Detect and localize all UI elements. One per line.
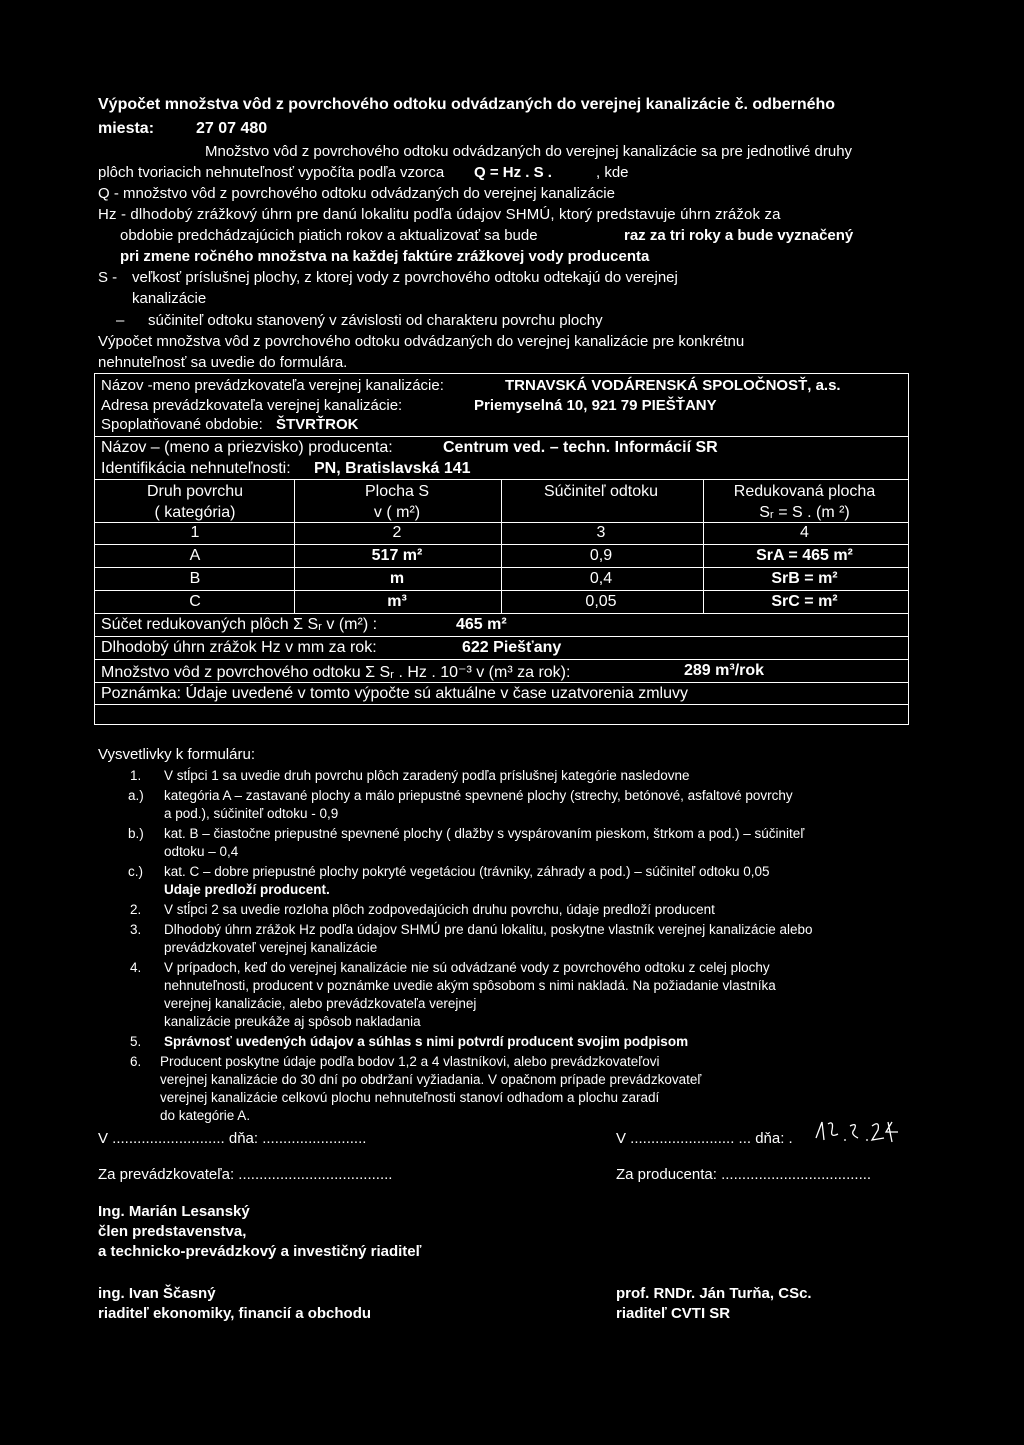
q-definition: Q - množstvo vôd z povrchového odtoku odvádzaných do verejnej kanalizácie — [98, 185, 615, 202]
signatory-name: ing. Ivan Ščasný — [98, 1285, 216, 1302]
address-value: Priemyselná 10, 921 79 PIEŠŤANY — [474, 397, 717, 414]
signatory-title: riaditeľ ekonomiky, financií a obchodu — [98, 1305, 372, 1322]
col-number: 1 — [190, 524, 200, 541]
col-number: 3 — [596, 524, 606, 541]
coef-definition: súčiniteľ odtoku stanovený v závislosti od charakteru povrchu plochy — [148, 312, 603, 329]
col-header-surface: Druh povrchu — [146, 483, 244, 500]
legend-line: prevádzkovateľ verejnej kanalizácie — [164, 940, 378, 955]
right-place-date: V ......................... ... dňa: . — [616, 1130, 793, 1147]
producer-signatory-name: prof. RNDr. Ján Turňa, CSc. — [616, 1285, 812, 1302]
legend-number: b.) — [128, 826, 144, 841]
signatory-title: a technicko-prevádzkový a investičný riaditeľ — [98, 1243, 422, 1260]
producer-value: Centrum ved. – techn. Informácií SR — [443, 439, 718, 456]
s-definition-1: veľkosť príslušnej plochy, z ktorej vody z povrchového odtoku odtekajú do verejnej — [132, 269, 678, 286]
col-header-area-sub: v ( m²) — [373, 504, 421, 521]
document-title: Výpočet množstva vôd z povrchového odtoku odvádzaných do verejnej kanalizácie č. odberného — [98, 96, 836, 113]
row-b-coef: 0,4 — [589, 570, 613, 587]
signatory-title: člen predstavenstva, — [98, 1223, 247, 1240]
row-a-category: A — [189, 547, 201, 564]
handwritten-date-drawing — [810, 1112, 906, 1148]
right-signatory-for: Za producenta: .................................... — [616, 1166, 872, 1183]
col-header-surface-sub: ( kategória) — [154, 504, 236, 521]
row-c-reduced: SrC = m² — [771, 593, 838, 610]
legend-number: 3. — [130, 922, 142, 937]
legend-number: 4. — [130, 960, 142, 975]
collection-point-label: miesta: — [98, 120, 155, 137]
row-b-reduced: SrB = m² — [771, 570, 838, 587]
legend-number: 2. — [130, 902, 142, 917]
producer-label: Názov – (meno a priezvisko) producenta: — [101, 439, 393, 456]
property-label: Identifikácia nehnuteľnosti: — [101, 460, 291, 477]
legend-number: 6. — [130, 1054, 142, 1069]
rain-label: Dlhodobý úhrn zrážok Hz v mm za rok: — [101, 639, 377, 656]
legend-line: do kategórie A. — [160, 1108, 251, 1123]
intro-line-1: Množstvo vôd z povrchového odtoku odvádzaných do verejnej kanalizácie sa pre jednotlivé druhy — [205, 143, 853, 160]
legend-line: a pod.), súčiniteľ odtoku - 0,9 — [164, 806, 339, 821]
collection-point-number: 27 07 480 — [196, 120, 268, 137]
legend-line-bold: Správnosť uvedených údajov a súhlas s nimi potvrdí producent svojim podpisom — [164, 1034, 689, 1049]
hz-definition-1: Hz - dlhodobý zrážkový úhrn pre danú lokalitu podľa údajov SHMÚ, ktorý predstavuje úhrn zrážok za — [98, 206, 781, 223]
row-a-coef: 0,9 — [589, 547, 613, 564]
row-b-area: m — [389, 570, 405, 587]
legend-line: kat. C – dobre priepustné plochy pokryté vegetáciou (trávniky, záhrady a pod.) – súčiniteľ odtoku 0,05 — [164, 864, 770, 879]
paragraph-2-line-2: nehnuteľnosť sa uvedie do formulára. — [98, 354, 348, 371]
col-number: 2 — [392, 524, 402, 541]
legend-title: Vysvetlivky k formuláru: — [98, 746, 255, 763]
hz-definition-2-bold: raz za tri roky a bude vyznačený — [624, 227, 854, 244]
formula-tail: , kde — [596, 164, 629, 181]
signatory-name: Ing. Marián Lesanský — [98, 1203, 250, 1220]
legend-line: V prípadoch, keď do verejnej kanalizácie nie sú odvádzané vody z povrchového odtoku z celej plochy — [164, 960, 770, 975]
legend-line: kat. B – čiastočne priepustné spevnené plochy ( dlažby s vyspárovaním pieskom, štrkom a pod.) – súčiniteľ — [164, 826, 805, 841]
left-place-date: V ........................... dňa: ......................... — [98, 1130, 367, 1147]
legend-line: V stĺpci 1 sa uvedie druh povrchu plôch zaradený podľa príslušnej kategórie nasledovne — [164, 768, 690, 783]
legend-line: odtoku – 0,4 — [164, 844, 239, 859]
legend-number: a.) — [128, 788, 144, 803]
period-label: Spoplatňované obdobie: — [101, 416, 263, 433]
legend-line: verejnej kanalizácie celkovú plochu nehnuteľnosti stanoví odhadom a plochu zaradí — [160, 1090, 660, 1105]
operator-value: TRNAVSKÁ VODÁRENSKÁ SPOLOČNOSŤ, a.s. — [505, 377, 841, 394]
s-definition-2: kanalizácie — [132, 290, 207, 307]
legend-number: 5. — [130, 1034, 142, 1049]
legend-line: verejnej kanalizácie do 30 dní po obdržaní vyžiadania. V opačnom prípade prevádzkovateľ — [160, 1072, 702, 1087]
hz-definition-3: pri zmene ročného množstva na každej faktúre zrážkovej vody producenta — [120, 248, 650, 265]
legend-line: V stĺpci 2 sa uvedie rozloha plôch zodpovedajúcich druhu povrchu, údaje predloží producent — [164, 902, 715, 917]
legend-line: nehnuteľnosti, producent v poznámke uvedie akým spôsobom s nimi nakladá. Na požiadanie vlastníka — [164, 978, 776, 993]
producer-signatory-title: riaditeľ CVTI SR — [616, 1305, 731, 1322]
hz-definition-2: obdobie predchádzajúcich piatich rokov a aktualizovať sa bude — [120, 227, 538, 244]
volume-value: 289 m³/rok — [684, 662, 765, 679]
property-value: PN, Bratislavská 141 — [314, 460, 471, 477]
note: Poznámka: Údaje uvedené v tomto výpočte sú aktuálne v čase uzatvorenia zmluvy — [101, 685, 688, 702]
legend-line: kategória A – zastavané plochy a málo priepustné spevnené plochy (strechy, betónové, asfaltové povrchy — [164, 788, 793, 803]
left-signatory-for: Za prevádzkovateľa: ..................................... — [98, 1166, 393, 1183]
paragraph-2-line-1: Výpočet množstva vôd z povrchového odtoku odvádzaných do verejnej kanalizácie pre konkrétnu — [98, 333, 745, 350]
legend-line: verejnej kanalizácie, alebo prevádzkovateľa verejnej — [164, 996, 477, 1011]
col-header-area: Plocha S — [364, 483, 430, 500]
col-header-reduced: Redukovaná plocha — [733, 483, 876, 500]
legend-number: c.) — [128, 864, 143, 879]
sum-value: 465 m² — [456, 616, 507, 633]
legend-line: Producent poskytne údaje podľa bodov 1,2 a 4 vlastníkovi, alebo prevádzkovateľovi — [160, 1054, 660, 1069]
formula: Q = Hz . S . — [474, 164, 552, 181]
row-c-category: C — [189, 593, 201, 610]
legend-number: 1. — [130, 768, 142, 783]
col-header-coef: Súčiniteľ odtoku — [543, 483, 659, 500]
operator-label: Názov -meno prevádzkovateľa verejnej kanalizácie: — [101, 377, 444, 394]
address-label: Adresa prevádzkovateľa verejnej kanalizácie: — [101, 397, 403, 414]
s-label: S - — [98, 269, 118, 286]
col-header-reduced-sub: Sᵣ = S . (m ²) — [759, 504, 850, 521]
row-a-reduced: SrA = 465 m² — [756, 547, 853, 564]
col-number: 4 — [800, 524, 809, 541]
volume-label: Množstvo vôd z povrchového odtoku Σ Sᵣ . Hz . 10⁻³ v (m³ za rok): — [101, 664, 571, 681]
row-a-area: 517 m² — [371, 547, 423, 564]
row-c-area: m³ — [387, 593, 407, 610]
legend-line: kanalizácie preukáže aj spôsob nakladania — [164, 1014, 421, 1029]
row-b-category: B — [189, 570, 201, 587]
legend-line: Dlhodobý úhrn zrážok Hz podľa údajov SHMÚ pre danú lokalitu, poskytne vlastník verejnej kanalizácie alebo — [164, 922, 813, 937]
rain-value: 622 Piešťany — [462, 639, 562, 656]
intro-line-2: plôch tvoriacich nehnuteľnosť vypočíta podľa vzorca — [98, 164, 445, 181]
row-c-coef: 0,05 — [585, 593, 617, 610]
period-value: ŠTVRŤROK — [276, 416, 359, 433]
legend-line-bold: Udaje predloží producent. — [164, 882, 330, 897]
coef-dash: – — [116, 312, 125, 329]
sum-label: Súčet redukovaných plôch Σ Sᵣ v (m²) : — [101, 616, 378, 633]
